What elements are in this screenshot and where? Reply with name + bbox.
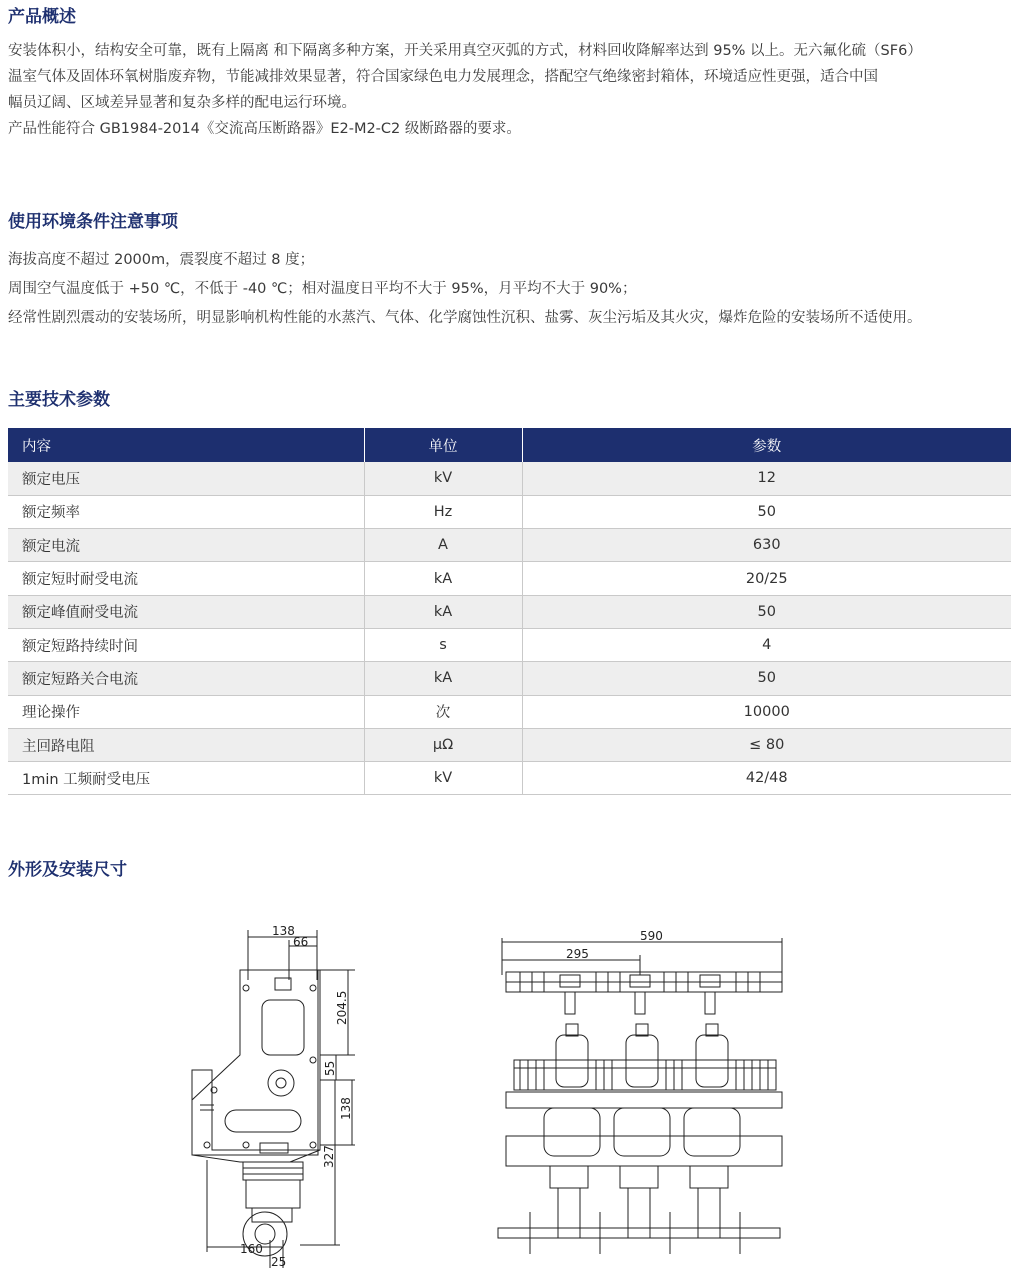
dim-55: 55 xyxy=(323,1060,337,1076)
table-row xyxy=(8,728,1011,761)
params-title: 主要技术参数 xyxy=(8,390,110,410)
dim-160: 160 xyxy=(240,1242,263,1256)
cell-unit: kA xyxy=(364,662,522,695)
cell-value: ≤ 80 xyxy=(522,728,1011,761)
dim-25: 25 xyxy=(271,1255,287,1269)
dim-295: 295 xyxy=(566,947,589,961)
cell-value: 50 xyxy=(522,662,1011,695)
environment-title: 使用环境条件注意事项 xyxy=(8,212,178,232)
table-row xyxy=(8,695,1011,728)
cell-unit: s xyxy=(364,628,522,661)
overview-line: 产品性能符合 GB1984-2014《交流高压断路器》E2-M2-C2 级断路器的要求。 xyxy=(8,121,521,137)
cell-item: 额定电压 xyxy=(8,462,364,495)
cell-value: 10000 xyxy=(522,695,1011,728)
cell-value: 42/48 xyxy=(522,762,1011,795)
dimension-drawing xyxy=(0,900,1016,1272)
cell-value: 12 xyxy=(522,462,1011,495)
cell-item: 额定短路关合电流 xyxy=(8,662,364,695)
cell-item: 额定频率 xyxy=(8,495,364,528)
cell-value: 20/25 xyxy=(522,562,1011,595)
table-row xyxy=(8,662,1011,695)
header-content: 内容 xyxy=(8,428,364,462)
cell-unit: A xyxy=(364,529,522,562)
cell-unit: kV xyxy=(364,462,522,495)
environment-line: 经常性剧烈震动的安装场所，明显影响机构性能的水蒸汽、气体、化学腐蚀性沉积、盐雾、灰尘污垢及其火灾，爆炸危险的安装场所不适使用。 xyxy=(8,310,922,326)
table-row xyxy=(8,529,1011,562)
cell-value: 4 xyxy=(522,628,1011,661)
environment-line: 周围空气温度低于 +50 ℃，不低于 -40 ℃；相对温度日平均不大于 95%，月平均不大于 90%； xyxy=(8,281,637,297)
overview-title: 产品概述 xyxy=(8,7,76,27)
params-header-row xyxy=(8,428,1011,462)
cell-unit: μΩ xyxy=(364,728,522,761)
cell-item: 理论操作 xyxy=(8,695,364,728)
cell-item: 额定短路持续时间 xyxy=(8,628,364,661)
table-row xyxy=(8,595,1011,628)
cell-value: 50 xyxy=(522,595,1011,628)
overview-line: 安装体积小，结构安全可靠，既有上隔离 和下隔离多种方案，开关采用真空灭弧的方式，材料回收降解率达到 95% 以上。无六氟化硫（SF6） xyxy=(8,43,922,59)
front-view xyxy=(498,938,782,1254)
cell-item: 主回路电阻 xyxy=(8,728,364,761)
cell-item: 额定电流 xyxy=(8,529,364,562)
dim-590: 590 xyxy=(640,929,663,943)
front-view-grid xyxy=(520,972,768,1090)
dim-138-side: 138 xyxy=(339,1097,353,1120)
cell-unit: kA xyxy=(364,562,522,595)
dim-204-5: 204.5 xyxy=(335,990,349,1025)
environment-line: 海拔高度不超过 2000m，震裂度不超过 8 度； xyxy=(8,252,315,268)
overview-text xyxy=(8,38,1012,142)
table-row xyxy=(8,628,1011,661)
table-row xyxy=(8,495,1011,528)
cell-value: 50 xyxy=(522,495,1011,528)
cell-item: 1min 工频耐受电压 xyxy=(8,762,364,795)
overview-line: 幅员辽阔、区域差异显著和复杂多样的配电运行环境。 xyxy=(8,95,356,111)
cell-value: 630 xyxy=(522,529,1011,562)
cell-item: 额定峰值耐受电流 xyxy=(8,595,364,628)
dim-327: 327 xyxy=(322,1145,336,1168)
table-row xyxy=(8,762,1011,795)
environment-text xyxy=(8,246,1012,333)
params-table xyxy=(8,428,1011,795)
table-row xyxy=(8,562,1011,595)
dim-66: 66 xyxy=(293,935,309,949)
side-view xyxy=(192,930,355,1268)
cell-unit: Hz xyxy=(364,495,522,528)
cell-item: 额定短时耐受电流 xyxy=(8,562,364,595)
dim-138-top: 138 xyxy=(272,924,295,938)
header-value: 参数 xyxy=(522,428,1011,462)
cell-unit: 次 xyxy=(364,695,522,728)
header-unit: 单位 xyxy=(364,428,522,462)
cell-unit: kV xyxy=(364,762,522,795)
dimensions-title: 外形及安装尺寸 xyxy=(8,860,127,880)
table-row xyxy=(8,462,1011,495)
overview-line: 温室气体及固体环氧树脂废弃物，节能减排效果显著，符合国家绿色电力发展理念，搭配空气绝缘密封箱体，环境适应性更强，适合中国 xyxy=(8,69,878,85)
cell-unit: kA xyxy=(364,595,522,628)
